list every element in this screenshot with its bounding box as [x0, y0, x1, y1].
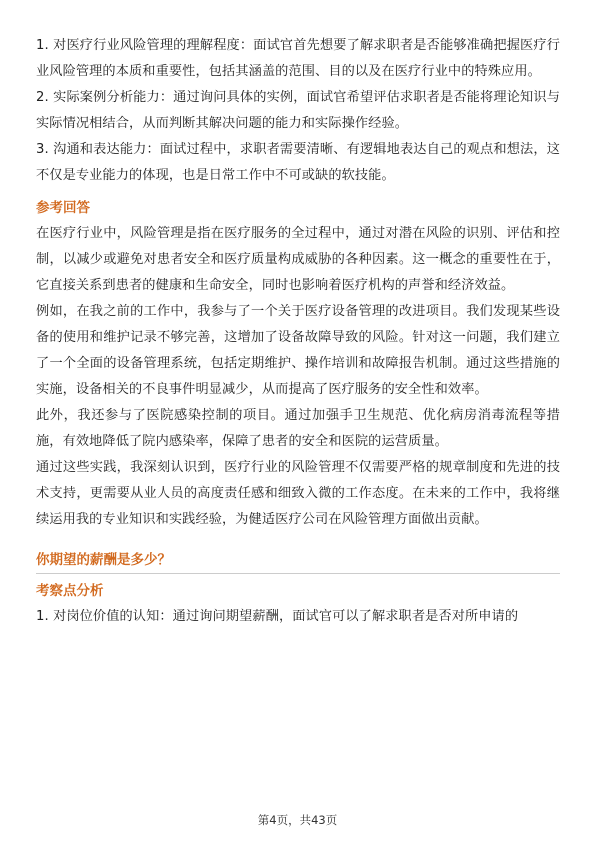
analysis-heading: 考察点分析 — [36, 583, 104, 599]
question-heading: 你期望的薪酬是多少？ — [36, 552, 171, 568]
answer-heading: 参考回答 — [36, 200, 90, 216]
answer-paragraph-4: 通过这些实践，我深刻认识到，医疗行业的风险管理不仅需要严格的规章制度和先进的技术支持，更需要从业人员的高度责任感和细致入微的工作态度。在未来的工作中，我将继续运用我的专业知识和实践经验，为健适医疗公司在风险管理方面做出贡献。 — [36, 460, 560, 527]
document-body — [36, 33, 560, 630]
answer-paragraph-3: 此外，我还参与了医院感染控制的项目。通过加强手卫生规范、优化病房消毒流程等措施，有效地降低了院内感染率，保障了患者的安全和医院的运营质量。 — [36, 408, 560, 449]
question-divider — [36, 573, 560, 574]
answer-paragraph-1: 在医疗行业中，风险管理是指在医疗服务的全过程中，通过对潜在风险的识别、评估和控制，以减少或避免对患者安全和医疗质量构成威胁的各种因素。这一概念的重要性在于，它直接关系到患者的健康和生命安全，同时也影响着医疗机构的声誉和经济效益。 — [36, 226, 560, 293]
point-1: 1. 对医疗行业风险管理的理解程度：面试官首先想要了解求职者是否能够准确把握医疗行业风险管理的本质和重要性，包括其涵盖的范围、目的以及在医疗行业中的特殊应用。 — [36, 38, 560, 79]
page-footer: 第4页，共43页 — [257, 813, 338, 827]
answer-paragraph-2: 例如，在我之前的工作中，我参与了一个关于医疗设备管理的改进项目。我们发现某些设备的使用和维护记录不够完善，这增加了设备故障导致的风险。针对这一问题，我们建立了一个全面的设备管理系统，包括定期维护、操作培训和故障报告机制。通过这些措施的实施，设备相关的不良事件明显减少，从而提高了医疗服务的安全性和效率。 — [36, 304, 560, 397]
analysis-point-1: 1. 对岗位价值的认知：通过询问期望薪酬，面试官可以了解求职者是否对所申请的 — [36, 609, 519, 624]
point-3: 3. 沟通和表达能力：面试过程中，求职者需要清晰、有逻辑地表达自己的观点和想法，这不仅是专业能力的体现，也是日常工作中不可或缺的软技能。 — [36, 142, 560, 183]
point-2: 2. 实际案例分析能力：通过询问具体的实例，面试官希望评估求职者是否能将理论知识与实际情况相结合，从而判断其解决问题的能力和实际操作经验。 — [36, 90, 560, 131]
